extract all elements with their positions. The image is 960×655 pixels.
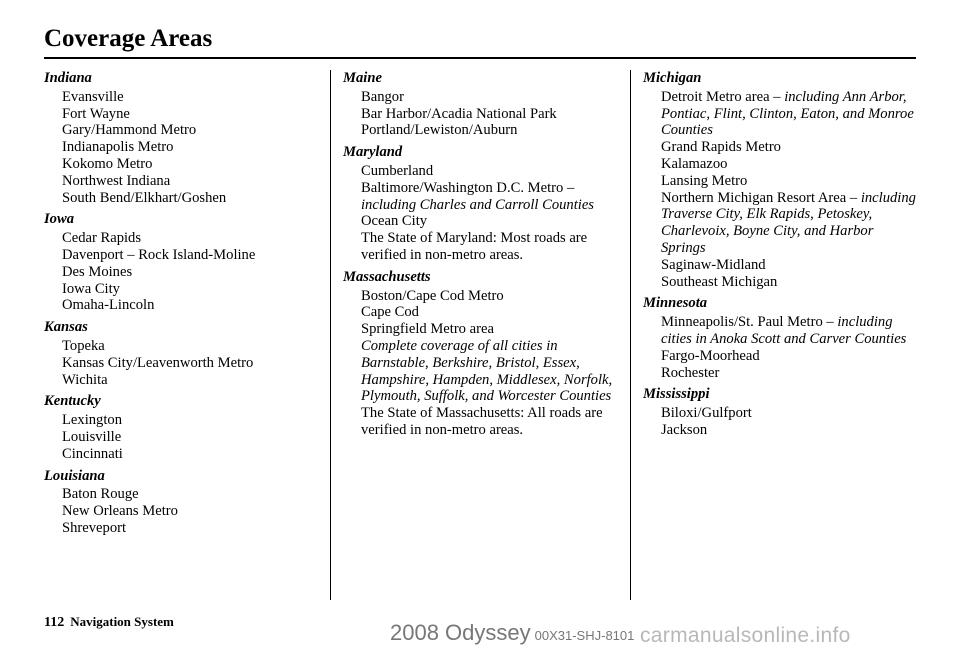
entry-text: Evansville	[62, 88, 124, 105]
coverage-entry	[643, 173, 919, 190]
coverage-entry	[343, 304, 619, 321]
coverage-entry	[643, 314, 919, 348]
entry-text: Kalamazoo	[661, 155, 728, 172]
coverage-entry	[643, 139, 919, 156]
entry-note: including Traverse City, Elk Rapids, Petoskey, Charlevoix, Boyne City, and Harbor Springs	[661, 189, 916, 256]
coverage-entry	[44, 446, 320, 463]
state-heading: Michigan	[643, 70, 702, 86]
entry-text: Jackson	[661, 421, 708, 438]
entry-text: Wichita	[62, 371, 108, 388]
coverage-entry	[343, 213, 619, 230]
coverage-entry	[44, 297, 320, 314]
coverage-entry	[343, 230, 619, 264]
entry-text: Davenport – Rock Island-Moline	[62, 246, 256, 263]
entry-text: Bangor	[361, 88, 404, 105]
title-rule	[44, 57, 916, 59]
entry-note: including Ann Arbor, Pontiac, Flint, Clinton, Eaton, and Monroe Counties	[661, 88, 914, 139]
entry-text: Kokomo Metro	[62, 155, 153, 172]
entry-note: including Charles and Carroll Counties	[361, 196, 594, 213]
entry-text: Grand Rapids Metro	[661, 139, 781, 156]
entry-text: Cedar Rapids	[62, 230, 142, 247]
state-heading: Mississippi	[643, 386, 710, 403]
coverage-entry	[44, 247, 320, 264]
model-name: 2008 Odyssey	[390, 620, 531, 645]
coverage-entry	[643, 422, 919, 439]
entry-text: The State of Massachusetts: All roads are verified in non-metro areas.	[361, 405, 603, 438]
coverage-entry	[44, 89, 320, 106]
coverage-entry	[44, 486, 320, 503]
entry-text: Indianapolis Metro	[62, 139, 174, 156]
coverage-entry	[643, 257, 919, 274]
coverage-entry	[343, 288, 619, 305]
entry-text: Kansas City/Leavenworth Metro	[62, 354, 254, 371]
coverage-entry	[44, 429, 320, 446]
state-heading: Massachusetts	[343, 268, 431, 285]
entry-text: Portland/Lewiston/Auburn	[361, 122, 518, 139]
coverage-entry	[44, 503, 320, 520]
coverage-entry	[44, 338, 320, 355]
state-heading: Maine	[343, 70, 382, 86]
model-footer	[390, 620, 634, 646]
state-heading: Kansas	[44, 319, 88, 336]
coverage-entry	[343, 405, 619, 439]
entry-text: Bar Harbor/Acadia National Park	[361, 105, 557, 122]
state-heading: Kentucky	[44, 393, 101, 410]
entry-text: Southeast Michigan	[661, 273, 778, 290]
coverage-entry	[343, 89, 619, 106]
state-heading: Maryland	[343, 144, 403, 161]
coverage-entry	[643, 365, 919, 382]
entry-text: Iowa City	[62, 280, 120, 297]
entry-text: New Orleans Metro	[62, 503, 178, 520]
entry-text: Des Moines	[62, 263, 133, 280]
state-heading: Indiana	[44, 70, 92, 86]
entry-text: Biloxi/Gulfport	[661, 405, 752, 422]
coverage-entry	[643, 274, 919, 291]
coverage-entry	[343, 321, 619, 338]
state-heading: Louisiana	[44, 467, 105, 484]
entry-text: Lansing Metro	[661, 172, 748, 189]
coverage-entry	[343, 122, 619, 139]
entry-text: Minneapolis/St. Paul Metro –	[661, 314, 834, 331]
watermark: carmanualsonline.info	[640, 624, 851, 647]
entry-text: Cincinnati	[62, 445, 123, 462]
entry-text: Baltimore/Washington D.C. Metro –	[361, 179, 575, 196]
entry-text: Northern Michigan Resort Area –	[661, 189, 858, 206]
entry-text: Springfield Metro area	[361, 321, 494, 338]
section-name: Navigation System	[70, 614, 174, 629]
entry-text: Rochester	[661, 364, 720, 381]
entry-text: Saginaw-Midland	[661, 256, 766, 273]
coverage-entry	[44, 412, 320, 429]
manual-code: 00X31-SHJ-8101	[534, 628, 635, 643]
entry-note: Complete coverage of all cities in Barnstable, Berkshire, Bristol, Essex, Hampshire, Hampden, Middlesex, Norfolk, Plymouth, Suffolk, and Worcester Counties	[361, 337, 613, 405]
coverage-entry	[44, 122, 320, 139]
coverage-entry	[343, 338, 619, 405]
coverage-entry	[643, 405, 919, 422]
coverage-entry	[643, 348, 919, 365]
column-divider	[630, 70, 631, 600]
entry-text: Fargo-Moorhead	[661, 347, 760, 364]
entry-text: The State of Maryland: Most roads are verified in non-metro areas.	[361, 230, 588, 263]
coverage-entry	[44, 106, 320, 123]
entry-text: Cumberland	[361, 162, 434, 179]
coverage-entry	[44, 173, 320, 190]
coverage-entry	[44, 230, 320, 247]
coverage-entry	[44, 139, 320, 156]
entry-text: South Bend/Elkhart/Goshen	[62, 189, 227, 206]
entry-text: Topeka	[62, 337, 105, 354]
entry-text: Cape Cod	[361, 304, 419, 321]
entry-text: Fort Wayne	[62, 105, 130, 122]
entry-text: Ocean City	[361, 213, 428, 230]
entry-text: Louisville	[62, 428, 122, 445]
entry-text: Lexington	[62, 412, 122, 429]
coverage-entry	[44, 520, 320, 537]
page-title: Coverage Areas	[44, 25, 213, 52]
coverage-entry	[44, 281, 320, 298]
entry-text: Northwest Indiana	[62, 172, 171, 189]
page-number: 112	[44, 615, 65, 630]
state-heading: Minnesota	[643, 295, 708, 312]
coverage-entry	[44, 264, 320, 281]
column-1	[44, 70, 320, 537]
entry-text: Shreveport	[62, 519, 127, 536]
column-3	[643, 70, 919, 439]
entry-text: Omaha-Lincoln	[62, 297, 155, 314]
entry-text: Boston/Cape Cod Metro	[361, 287, 504, 304]
column-2	[343, 70, 619, 439]
entry-text: Detroit Metro area –	[661, 88, 781, 105]
entry-note: including cities in Anoka Scott and Carver Counties	[661, 314, 907, 347]
coverage-entry	[44, 372, 320, 389]
coverage-entry	[44, 156, 320, 173]
state-heading: Iowa	[44, 211, 75, 228]
coverage-entry	[643, 156, 919, 173]
page-footer	[44, 614, 174, 631]
coverage-entry	[343, 106, 619, 123]
coverage-entry	[643, 190, 919, 257]
entry-text: Gary/Hammond Metro	[62, 122, 197, 139]
coverage-entry	[343, 180, 619, 214]
coverage-entry	[44, 355, 320, 372]
coverage-entry	[643, 89, 919, 139]
coverage-entry	[343, 163, 619, 180]
entry-text: Baton Rouge	[62, 486, 139, 503]
coverage-entry	[44, 190, 320, 207]
column-divider	[330, 70, 331, 600]
